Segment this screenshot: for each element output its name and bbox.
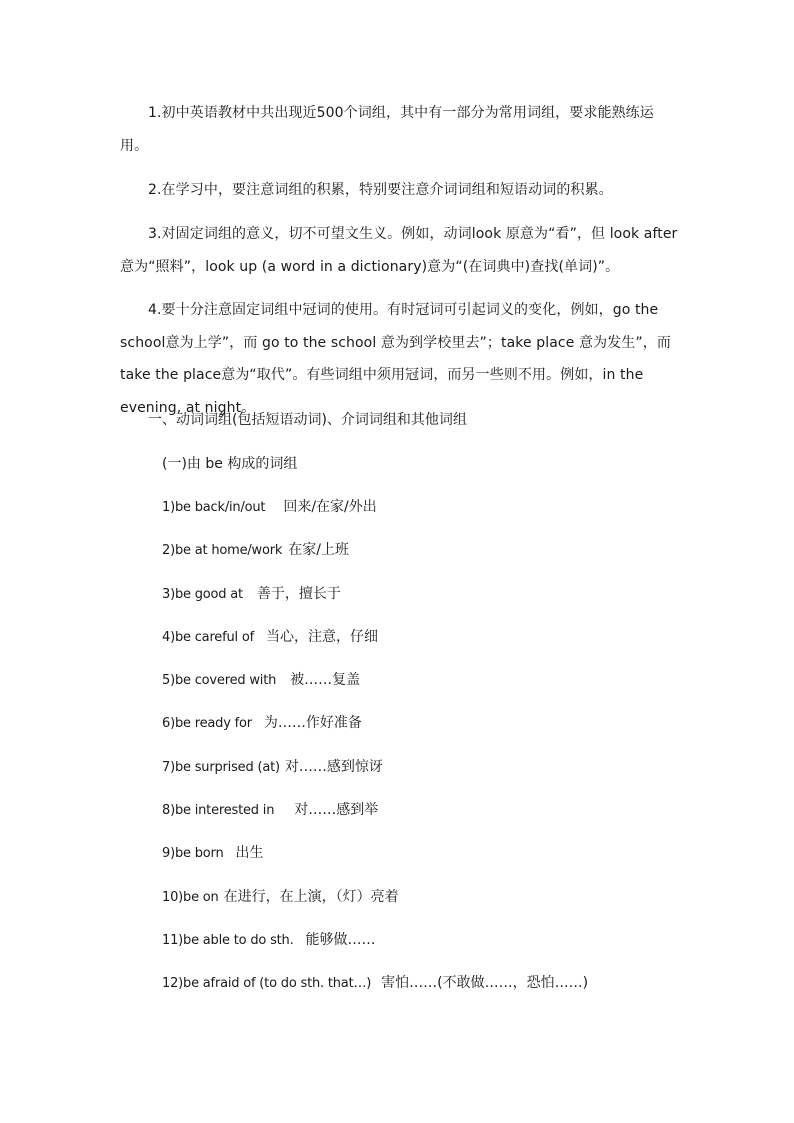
phrase-english: 6)be ready for bbox=[162, 716, 252, 732]
phrase-english: 11)be able to do sth. bbox=[162, 932, 294, 948]
section-heading: 一、动词词组(包括短语动词)、介词词组和其他词组 bbox=[148, 412, 467, 428]
phrase-english: 1)be back/in/out bbox=[162, 500, 266, 515]
phrase-chinese: 被……复盖 bbox=[290, 672, 361, 689]
phrase-chinese: 害怕……(不敢做……，恐怕……) bbox=[381, 975, 589, 992]
phrase-chinese: 在家/上班 bbox=[288, 542, 349, 559]
phrase-english: 3)be good at bbox=[162, 586, 243, 602]
phrase-list bbox=[162, 491, 588, 1011]
intro-paragraph-2: 2.在学习中，要注意词组的积累，特别要注意介词词组和短语动词的积累。 bbox=[148, 182, 613, 198]
phrase-english: 7)be surprised (at) bbox=[162, 759, 280, 775]
phrase-english: 5)be covered with bbox=[162, 673, 277, 689]
phrase-english: 4)be careful of bbox=[162, 629, 254, 645]
phrase-item bbox=[162, 967, 588, 1010]
phrase-chinese: 善于，擅长于 bbox=[256, 585, 341, 602]
phrase-item bbox=[162, 664, 588, 707]
phrase-item bbox=[162, 534, 588, 577]
intro-paragraph-1: 1.初中英语教材中共出现近500个词组，其中有一部分为常用词组，要求能熟练运用。 bbox=[120, 105, 654, 154]
phrase-item bbox=[162, 621, 588, 664]
phrase-english: 10)be on bbox=[162, 889, 219, 905]
phrase-chinese: 出生 bbox=[235, 845, 264, 862]
phrase-chinese: 当心，注意，仔细 bbox=[266, 628, 378, 645]
phrase-item bbox=[162, 491, 588, 534]
phrase-item bbox=[162, 707, 588, 750]
intro-paragraph-3: 3.对固定词组的意义，切不可望文生义。例如，动词look 原意为“看”，但 look after意为“照料”，look up (a word in a dictionary)意为“(在词典中)查找(单词)”。 bbox=[120, 226, 678, 275]
phrase-chinese: 为……作好准备 bbox=[263, 715, 362, 732]
intro-paragraph-4: 4.要十分注意固定词组中冠词的使用。有时冠词可引起词义的变化，例如，go the school意为上学”，而 go to the school 意为到学校里去”；take place 意为发生”，而 take the place意为“取代”。有些词组中须用冠词，而另一些则不用。例如，in the evening, at night。 bbox=[120, 302, 671, 416]
phrase-chinese: 对……感到惊讶 bbox=[284, 758, 383, 775]
phrase-english: 2)be at home/work bbox=[162, 543, 283, 559]
phrase-item bbox=[162, 837, 588, 880]
phrase-item bbox=[162, 578, 588, 621]
phrase-item bbox=[162, 924, 588, 967]
phrase-english: 12)be afraid of (to do sth. that…) bbox=[162, 976, 372, 992]
phrase-item bbox=[162, 751, 588, 794]
phrase-chinese: 回来/在家/外出 bbox=[283, 499, 377, 515]
phrase-chinese: 对……感到举 bbox=[294, 802, 379, 819]
phrase-chinese: 在进行，在上演，（灯）亮着 bbox=[223, 888, 399, 905]
phrase-chinese: 能够做…… bbox=[305, 931, 376, 948]
subsection-heading: (一)由 be 构成的词组 bbox=[162, 456, 298, 472]
phrase-item bbox=[162, 794, 588, 837]
phrase-item bbox=[162, 881, 588, 924]
phrase-english: 9)be born bbox=[162, 846, 224, 862]
phrase-english: 8)be interested in bbox=[162, 803, 275, 819]
